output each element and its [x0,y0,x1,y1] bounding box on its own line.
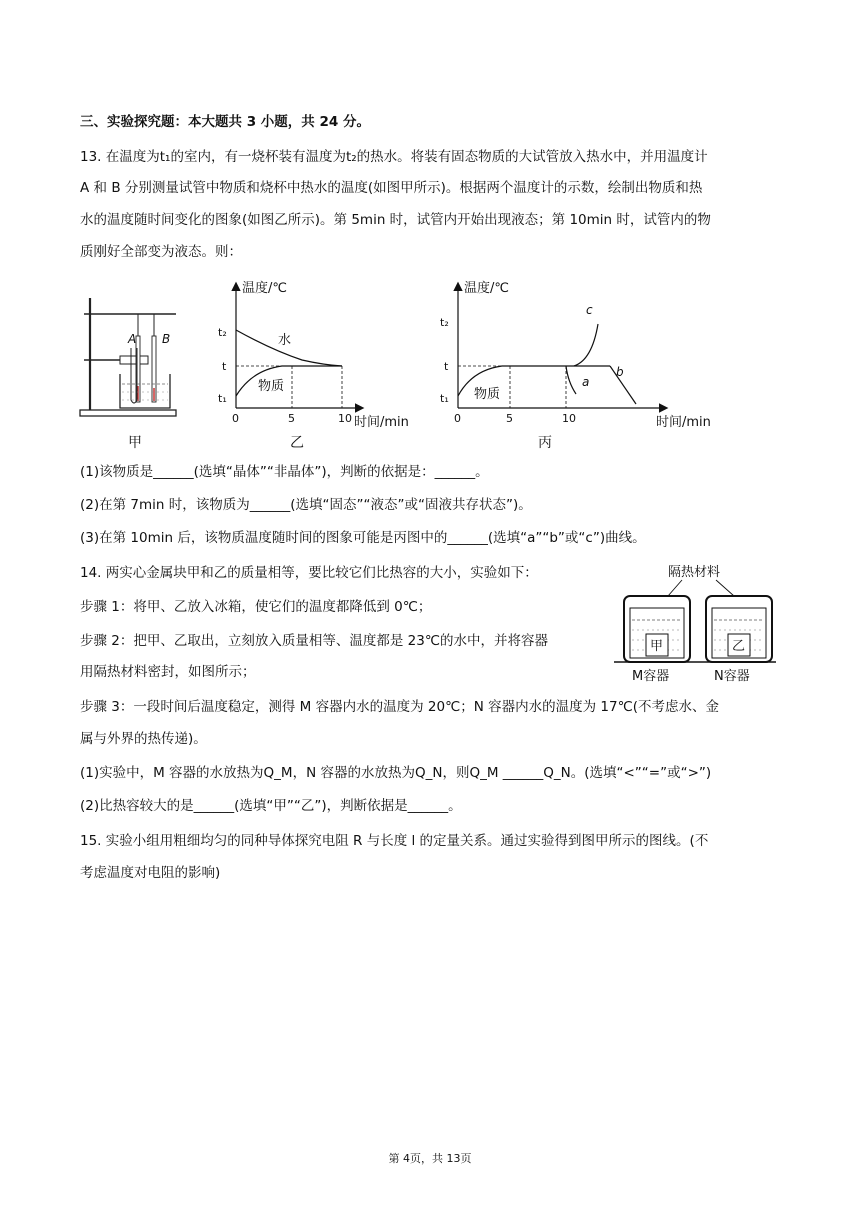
bing-tick-t1: t₁ [440,392,449,405]
q14-sub-2: (2)比热容较大的是______(选填“甲”“乙”)，判断依据是______。 [80,798,462,814]
q14-step-2a: 步骤 2：把甲、乙取出，立刻放入质量相等、温度都是 23℃的水中，并将容器 [80,633,549,649]
page-footer: 第 4页，共 13页 [388,1152,472,1165]
bing-tick-10: 10 [562,412,576,425]
yi-tick-t1: t₁ [218,392,227,405]
q13-line-3: 水的温度随时间变化的图象(如图乙所示)。第 5min 时，试管内开始出现液态；第 10min 时，试管内的物 [80,212,711,228]
bing-label-b: b [616,365,624,379]
yi-water-label: 水 [278,333,292,348]
q13-line-2: A 和 B 分别测量试管中物质和烧杯中热水的温度(如图甲所示)。根据两个温度计的示数，绘制出物质和热 [80,180,703,196]
figure-yi-graph [212,274,432,434]
container-n-label: N容器 [714,669,750,684]
figure-yi-caption: 乙 [290,435,304,451]
q14-step-1: 步骤 1：将甲、乙放入冰箱，使它们的温度都降低到 0℃； [80,599,432,615]
yi-tick-t2: t₂ [218,326,227,339]
block-n-label: 乙 [732,639,746,654]
q13-line-1: 13. 在温度为t₁的室内，有一烧杯装有温度为t₂的热水。将装有固态物质的大试管放入热水中，并用温度计 [80,149,708,165]
yi-tick-10: 10 [338,412,352,425]
bing-tick-t2: t₂ [440,316,449,329]
bing-tick-0: 0 [454,412,461,425]
q15-line-2: 考虑温度对电阻的影响) [80,865,221,881]
bing-ylabel: 温度/℃ [464,281,509,296]
figure-bing-graph [434,274,724,434]
yi-xlabel: 时间/min [354,415,409,430]
figure-jia-caption: 甲 [128,435,142,451]
figure-bing-caption: 丙 [538,435,552,451]
figure-q14-containers [610,560,780,686]
bing-tick-t: t [444,360,449,373]
q13-line-4: 质刚好全部变为液态。则： [80,244,242,260]
container-m-label: M容器 [632,669,670,684]
yi-tick-5: 5 [288,412,295,425]
q13-sub-1: (1)该物质是______(选填“晶体”“非晶体”)，判断的依据是：______。 [80,464,489,480]
section-title: 三、实验探究题：本大题共 3 小题，共 24 分。 [80,114,370,130]
q14-step-3b: 属与外界的热传递)。 [80,731,207,747]
bing-tick-5: 5 [506,412,513,425]
insulation-label: 隔热材料 [668,565,721,580]
bing-label-a: a [582,375,590,389]
q15-line-1: 15. 实验小组用粗细均匀的同种导体探究电阻 R 与长度 l 的定量关系。通过实验得到图甲所示的图线。(不 [80,833,709,849]
thermometer-a-label: A [128,332,137,346]
block-m-label: 甲 [650,639,664,654]
yi-substance-label: 物质 [258,379,285,394]
figure-jia-apparatus [76,288,186,428]
q14-step-3a: 步骤 3：一段时间后温度稳定，测得 M 容器内水的温度为 20℃；N 容器内水的温度为 17℃(不考虑水、金 [80,699,720,715]
yi-tick-0: 0 [232,412,239,425]
bing-xlabel: 时间/min [656,415,711,430]
q13-sub-2: (2)在第 7min 时，该物质为______(选填“固态”“液态”或“固液共存状态”)。 [80,497,532,513]
q14-intro: 14. 两实心金属块甲和乙的质量相等，要比较它们比热容的大小，实验如下： [80,565,538,581]
bing-label-c: c [586,303,593,317]
q14-step-2b: 用隔热材料密封，如图所示； [80,664,256,680]
yi-ylabel: 温度/℃ [242,281,287,296]
thermometer-b-label: B [162,332,171,346]
yi-tick-t: t [222,360,227,373]
q13-sub-3: (3)在第 10min 后，该物质温度随时间的图象可能是丙图中的______(选填“a”“b”或“c”)曲线。 [80,530,646,546]
q14-sub-1: (1)实验中，M 容器的水放热为Q_M，N 容器的水放热为Q_N，则Q_M ______Q_N。(选填“<”“=”或“>”) [80,765,712,781]
bing-substance-label: 物质 [474,387,501,402]
